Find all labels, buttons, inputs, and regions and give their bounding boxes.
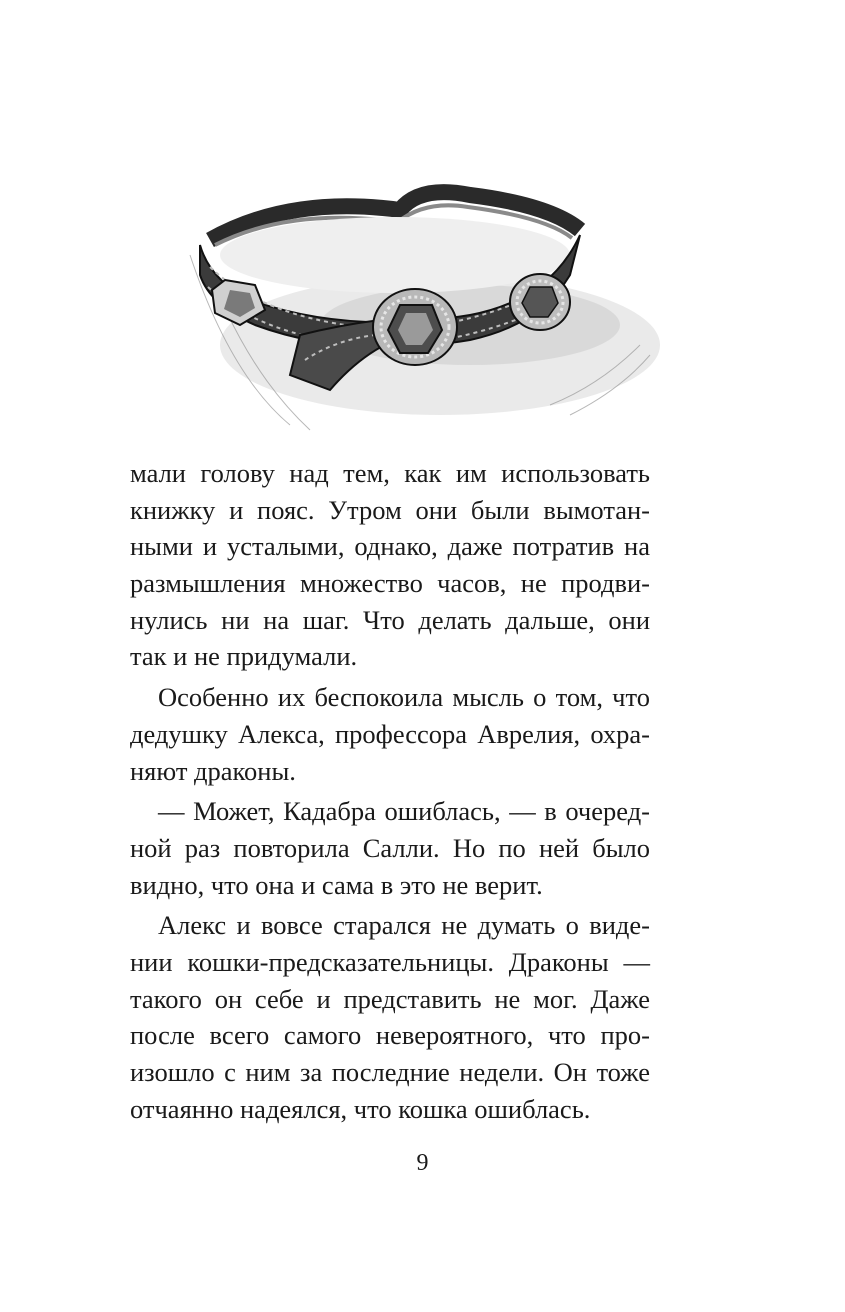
belt-illustration <box>170 175 670 445</box>
text-line: мали голову над тем, как им использовать <box>130 458 650 488</box>
text-line: размышления множество часов, не продви- <box>130 568 650 599</box>
text-line: отчаянно надеялся, что кошка ошиблась. <box>130 1093 591 1124</box>
text-line: такого он себе и представить не мог. Даже <box>130 983 650 1014</box>
text-line: так и не придумали. <box>130 641 358 672</box>
text-line: ной раз повторила Салли. Но по ней было <box>130 832 650 863</box>
text-line: дедушку Алекса, профессора Аврелия, охра- <box>130 718 650 749</box>
text-line: видно, что она и сама в это не верит. <box>130 869 543 900</box>
page-number: 9 <box>416 1150 429 1176</box>
text-line: Особенно их беспокоила мысль о том, что <box>158 682 650 713</box>
text-line: няют драконы. <box>130 755 296 786</box>
text-line: ными и усталыми, однако, даже потратив на <box>130 531 650 562</box>
body-text <box>130 455 650 1127</box>
text-line: нии кошки-предсказательницы. Драконы — <box>130 946 650 977</box>
text-line: — Может, Кадабра ошиблась, — в очеред- <box>158 796 650 827</box>
text-line: книжку и пояс. Утром они были вымотан- <box>130 494 650 525</box>
text-line: нулись ни на шаг. Что делать дальше, они <box>130 604 650 635</box>
text-line: Алекс и вовсе старался не думать о виде- <box>158 910 650 941</box>
text-line: после всего самого невероятного, что про- <box>130 1020 650 1051</box>
text-line: изошло с ним за последние недели. Он тоже <box>130 1057 650 1087</box>
